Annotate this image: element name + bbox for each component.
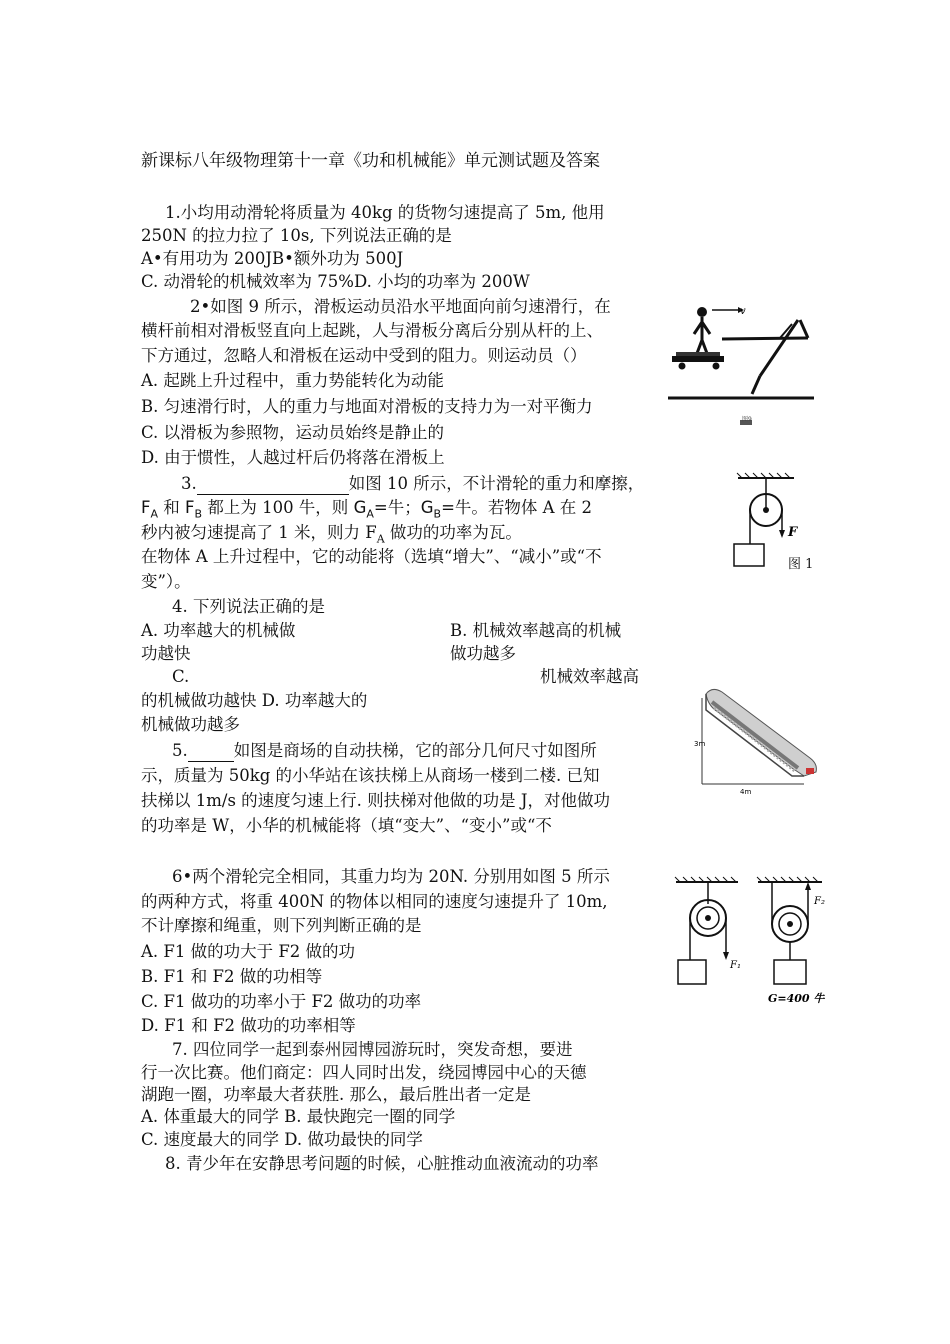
force-f2-label: F₂ [814,896,825,907]
q7-options-cd: C. 速度最大的同学 D. 做功最快的同学 [141,1130,423,1149]
q2-option-c: C. 以滑板为参照物，运动员始终是静止的 [141,423,445,442]
q5-stem-line3: 扶梯以 1m/s 的速度匀速上行. 则扶梯对他做的功是 J，对他做功 [141,791,611,810]
escalator-figure [694,684,828,800]
q3-stem-line4: 在物体 A 上升过程中，它的动能将（选填“增大”、“减小”或“不 [141,547,602,566]
q3-blank [197,476,349,495]
q4-option-b-line2: 做功越多 [450,644,516,663]
q6-option-d: D. F1 和 F2 做功的功率相等 [141,1016,356,1035]
q5-blank [188,743,234,762]
q4-stem: 4. 下列说法正确的是 [172,597,325,616]
q1-stem-line2: 250N 的拉力拉了 10s, 下列说法正确的是 [141,226,452,245]
q2-stem-line2: 横杆前相对滑板竖直向上起跳，人与滑板分离后分别从杆的上、 [141,321,603,340]
two-pulleys-figure [672,874,842,1010]
weight-label: G=400 牛 [768,992,825,1005]
q6-option-a: A. F1 做的功大于 F2 做的功 [141,942,356,961]
q7-stem-line1: 7. 四位同学一起到泰州园博园游玩时，突发奇想，要进 [172,1040,573,1059]
q7-stem-line3: 湖跑一圈，功率最大者获胜. 那么，最后胜出者一定是 [141,1085,531,1104]
q8-stem-line1: 8. 青少年在安静思考问题的时候，心脏推动血液流动的功率 [165,1154,599,1173]
q4-option-a-line2: 功越快 [141,644,191,663]
pulley-figure-caption: 图 1 [788,557,814,572]
q5-stem-line1: 5. 如图是商场的自动扶梯，它的部分几何尺寸如图所 [172,741,597,760]
skateboarder-figure [668,298,816,430]
q3-stem-line5: 变”）。 [141,572,191,591]
q6-stem-line2: 的两种方式，将重 400N 的物体以相同的速度匀速提升了 10m, [141,892,608,911]
q4-option-c-line2: 的机械做功越快 D. 功率越大的 [141,691,368,710]
q3-stem-line2: $F_A$ 和 $F_B$ 都上为 100 牛，则 $G_A=$牛；$G_B=$牛。若物体 A 在 2 [141,498,593,521]
q1-stem-line1: 1.小均用动滑轮将质量为 40kg 的货物匀速提高了 5m, 他用 [165,203,605,222]
escalator-width-label: 4m [740,788,752,796]
q7-stem-line2: 行一次比赛。他们商定：四人同时出发，绕园博园中心的天德 [141,1063,587,1082]
q6-option-b: B. F1 和 F2 做的功相等 [141,967,323,986]
page-title: 新课标八年级物理第十一章《功和机械能》单元测试题及答案 [141,151,600,171]
q2-stem-line1: 2•如图 9 所示，滑板运动员沿水平地面向前匀速滑行，在 [190,297,611,316]
q1-options-cd: C. 动滑轮的机械效率为 75%D. 小均的功率为 200W [141,272,530,291]
q2-option-d: D. 由于惯性，人越过杆后仍将落在滑板上 [141,448,445,467]
skateboarder-figure-caption: 图9 [742,416,752,423]
force-f-label: F [788,525,798,540]
q5-stem-line2: 示，质量为 50kg 的小华站在该扶梯上从商场一楼到二楼. 已知 [141,766,600,785]
velocity-label: v [740,306,746,317]
q4-option-c-line3: 机械做功越多 [141,715,240,734]
q1-options-ab: A•有用功为 200JB•额外功为 500J [141,249,404,268]
force-f1-label: F₁ [730,960,741,971]
q2-stem-line3: 下方通过，忽略人和滑板在运动中受到的阻力。则运动员（） [141,346,587,365]
q2-option-a: A. 起跳上升过程中，重力势能转化为动能 [141,371,444,390]
q4-option-c-tail: 机械效率越高 [540,667,639,686]
escalator-height-label: 3m [694,740,706,748]
q3-stem-line3: 秒内被匀速提高了 1 米，则力 $F_A$ 做功的功率为瓦。 [141,523,522,546]
q4-option-c-label: C. [172,667,190,686]
q6-stem-line3: 不计摩擦和绳重，则下列判断正确的是 [141,916,422,935]
q5-stem-line4: 的功率是 W，小华的机械能将（填“变大”、“变小”或“不 [141,816,552,835]
q4-option-a-line1: A. 功率越大的机械做 [141,621,296,640]
q7-options-ab: A. 体重最大的同学 B. 最快跑完一圈的同学 [141,1107,456,1126]
q4-option-b-line1: B. 机械效率越高的机械 [450,621,622,640]
q6-stem-line1: 6•两个滑轮完全相同，其重力均为 20N. 分别用如图 5 所示 [172,867,610,886]
q6-option-c: C. F1 做功的功率小于 F2 做功的功率 [141,992,422,1011]
q3-stem-line1: 3. 如图 10 所示，不计滑轮的重力和摩擦， [181,474,645,493]
q2-option-b: B. 匀速滑行时，人的重力与地面对滑板的支持力为一对平衡力 [141,397,593,416]
